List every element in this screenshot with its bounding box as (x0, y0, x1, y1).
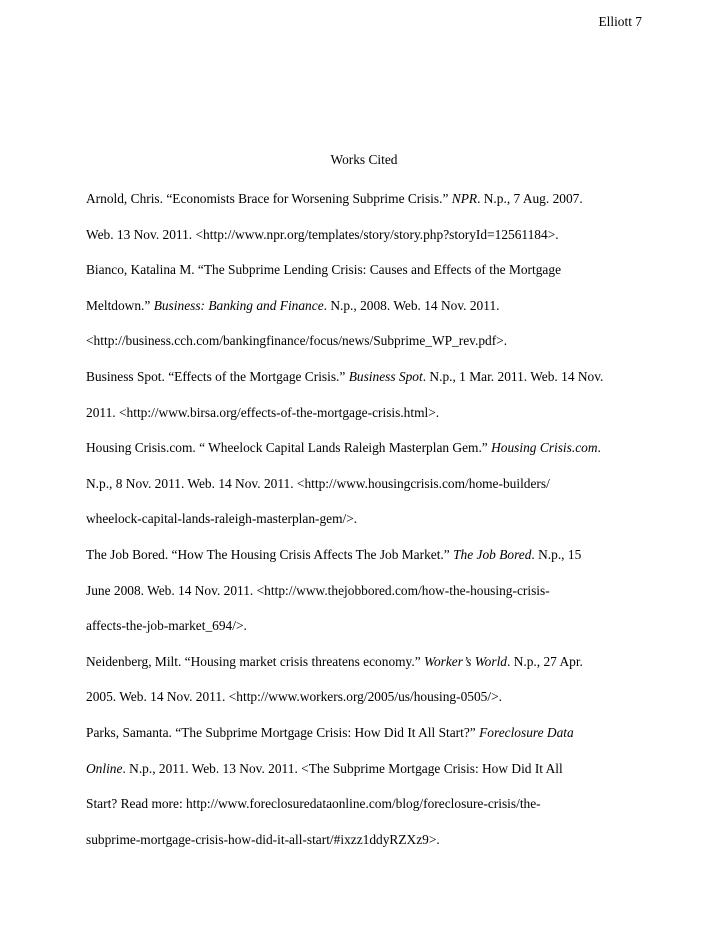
works-cited-list (86, 181, 646, 857)
citation-line: N.p., 8 Nov. 2011. Web. 14 Nov. 2011. <http://www.housingcrisis.com/home-builders/ (86, 475, 550, 491)
page-title: Works Cited (330, 152, 398, 167)
citation-line: <http://business.cch.com/bankingfinance/focus/news/Subprime_WP_rev.pdf>. (86, 333, 508, 349)
citation-entry-bianco (86, 252, 646, 359)
citation-line: Meltdown.” Business: Banking and Finance. N.p., 2008. Web. 14 Nov. 2011. (86, 297, 500, 313)
citation-line: The Job Bored. “How The Housing Crisis Affects The Job Market.” The Job Bored. N.p., 15 (86, 546, 582, 562)
citation-line: 2011. <http://www.birsa.org/effects-of-the-mortgage-crisis.html>. (86, 404, 440, 420)
citation-line: Neidenberg, Milt. “Housing market crisis threatens economy.” Worker’s World. N.p., 27 Apr. (86, 653, 583, 669)
citation-line: Housing Crisis.com. “ Wheelock Capital Lands Raleigh Masterplan Gem.” Housing Crisis.com. (86, 440, 601, 456)
citation-entry-job-bored (86, 537, 646, 644)
running-head: Elliott 7 (598, 14, 642, 29)
citation-line: Bianco, Katalina M. “The Subprime Lending Crisis: Causes and Effects of the Mortgage (86, 262, 562, 278)
citation-entry-parks (86, 715, 646, 857)
citation-line: Parks, Samanta. “The Subprime Mortgage Crisis: How Did It All Start?” Foreclosure Data (86, 724, 574, 740)
citation-entry-housing-crisis (86, 430, 646, 537)
citation-line: 2005. Web. 14 Nov. 2011. <http://www.workers.org/2005/us/housing-0505/>. (86, 689, 502, 705)
citation-entry-arnold (86, 181, 646, 252)
citation-line: June 2008. Web. 14 Nov. 2011. <http://www.thejobbored.com/how-the-housing-crisis- (86, 582, 550, 598)
citation-entry-neidenberg (86, 644, 646, 715)
citation-line: wheelock-capital-lands-raleigh-masterplan-gem/>. (86, 511, 358, 527)
citation-line: Business Spot. “Effects of the Mortgage Crisis.” Business Spot. N.p., 1 Mar. 2011. Web. 14 Nov. (86, 368, 604, 384)
citation-entry-business-spot (86, 359, 646, 430)
citation-line: Web. 13 Nov. 2011. <http://www.npr.org/templates/story/story.php?storyId=12561184>. (86, 226, 559, 242)
citation-line: Start? Read more: http://www.foreclosuredataonline.com/blog/foreclosure-crisis/the- (86, 796, 541, 812)
citation-line: affects-the-job-market_694/>. (86, 618, 247, 634)
citation-line: Arnold, Chris. “Economists Brace for Worsening Subprime Crisis.” NPR. N.p., 7 Aug. 2007. (86, 191, 583, 206)
citation-line: Online. N.p., 2011. Web. 13 Nov. 2011. <The Subprime Mortgage Crisis: How Did It All (86, 760, 563, 776)
citation-line: subprime-mortgage-crisis-how-did-it-all-start/#ixzz1ddyRZXz9>. (86, 831, 440, 847)
